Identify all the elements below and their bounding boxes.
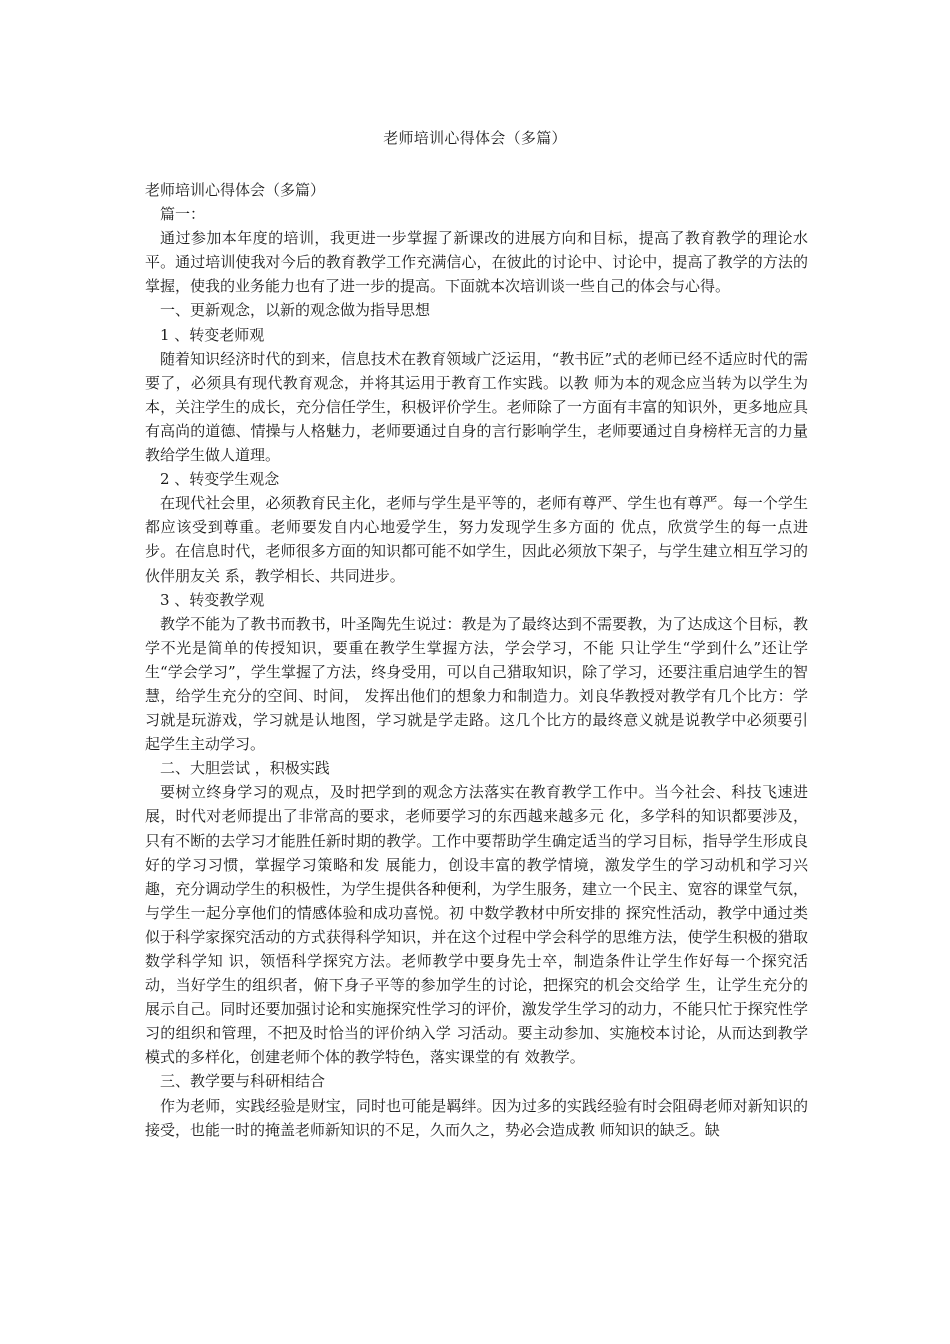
paragraph: 在现代社会里，必须教育民主化，老师与学生是平等的，老师有尊严、学生也有尊严。每一个学生都应该受到尊重。老师要发自内心地爱学生，努力发现学生多方面的 优点，欣赏学生的每一点进步。在信息时代，老师很多方面的知识都可能不如学生，因此必须放下架子，与学生建立相互学习的伙伴朋友关 系，教学相长、共同进步。	[145, 494, 808, 585]
subsection-heading: 3 、转变教学观	[160, 590, 265, 609]
subsection-heading: 2 、转变学生观念	[160, 470, 280, 489]
document-subtitle: 老师培训心得体会（多篇）	[145, 181, 326, 199]
subsection-heading: 1 、转变老师观	[160, 325, 265, 344]
part-label: 篇一：	[160, 205, 206, 224]
section-heading: 三、教学要与科研相结合	[160, 1072, 326, 1091]
paragraph: 随着知识经济时代的到来，信息技术在教育领域广泛运用，“教书匠”式的老师已经不适应时代的需要了，必须具有现代教育观念，并将其运用于教育工作实践。以教 师为本的观念应当转为以学生为本，关注学生的成长，充分信任学生，积极评价学生。老师除了一方面有丰富的知识外，更多地应具有高尚的道德、情操与人格魅力，老师要通过自身的言行影响学生，老师要通过自身榜样无言的力量教给学生做人道理。	[145, 349, 808, 465]
section-heading: 一、更新观念，以新的观念做为指导思想	[160, 301, 431, 320]
paragraph: 作为老师，实践经验是财宝，同时也可能是羁绊。因为过多的实践经验有时会阻碍老师对新知识的接受，也能一时的掩盖老师新知识的不足，久而久之，势必会造成教 师知识的缺乏。缺	[145, 1096, 808, 1139]
paragraph: 教学不能为了教书而教书，叶圣陶先生说过：教是为了最终达到不需要教，为了达成这个目标，教学不光是简单的传授知识，要重在教学生掌握方法，学会学习，不能 只让学生“学到什么”还让学生“学会学习”，学生掌握了方法，终身受用，可以自己猎取知识，除了学习，还要注重启迪学生的智慧，给学生充分的空间、时间， 发挥出他们的想象力和制造力。刘良华教授对教学有几个比方：学习就是玩游戏，学习就是认地图，学习就是学走路。这几个比方的最终意义就是说教学中必须要引 起学生主动学习。	[145, 614, 808, 754]
paragraph: 要树立终身学习的观点，及时把学到的观念方法落实在教育教学工作中。当今社会、科技飞速进展，时代对老师提出了非常高的要求，老师要学习的东西越来越多元 化，多学科的知识都要涉及，只有不断的去学习才能胜任新时期的教学。工作中要帮助学生确定适当的学习目标，指导学生形成良好的学习习惯，掌握学习策略和发 展能力，创设丰富的教学情境，激发学生的学习动机和学习兴趣，充分调动学生的积极性，为学生提供各种便利，为学生服务，建立一个民主、宽容的课堂气氛，与学生一起分享他们的情感体验和成功喜悦。初 中数学教材中所安排的 探究性活动，教学中通过类似于科学家探究活动的方式获得科学知识，并在这个过程中学会科学的思维方法，使学生积极的猎取数学科学知 识，领悟科学探究方法。老师教学中要身先士卒，制造条件让学生作好每一个探究活动，当好学生的组织者，俯下身子平等的参加学生的讨论，把探究的机会交给学 生，让学生充分的展示自己。同时还要加强讨论和实施探究性学习的评价，激发学生学习的动力，不能只忙于探究性学习的组织和管理，不把及时恰当的评价纳入学 习活动。要主动参加、实施校本讨论，从而达到教学模式的多样化，创建老师个体的教学特色，落实课堂的有 效教学。	[145, 783, 808, 1067]
paragraph: 通过参加本年度的培训，我更进一步掌握了新课改的进展方向和目标，提高了教育教学的理论水平。通过培训使我对今后的教育教学工作充满信心，在彼此的讨论中、讨论中，提高了教学的方法的掌握，使我的业务能力也有了进一步的提高。下面就本次培训谈一些自己的体会与心得。	[145, 229, 808, 296]
document-body	[145, 178, 808, 1142]
document-title: 老师培训心得体会（多篇）	[383, 129, 567, 147]
section-heading: 二、大胆尝试 ，积极实践	[160, 759, 330, 778]
